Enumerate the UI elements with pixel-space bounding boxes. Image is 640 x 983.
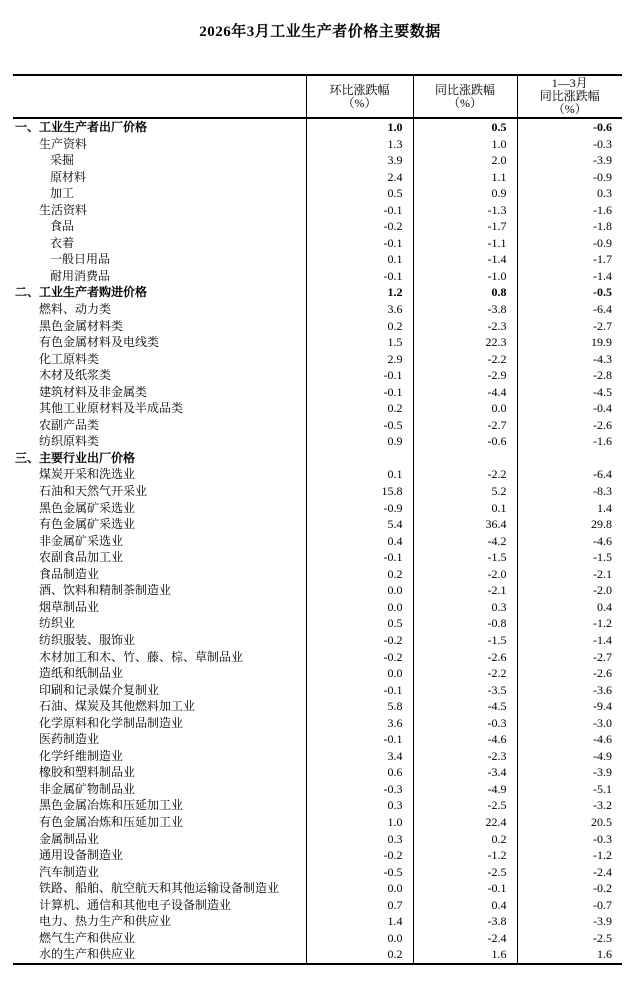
row-value: 0.2 [306, 400, 413, 417]
row-value: -0.5 [306, 864, 413, 881]
row-value: -2.8 [517, 367, 622, 384]
header-ytd-line2: 同比涨跌幅 [539, 89, 600, 103]
row-value: -1.4 [413, 251, 517, 268]
row-label: 铁路、船舶、航空航天和其他运输设备制造业 [39, 881, 280, 896]
row-label: 有色金属材料及电线类 [39, 335, 160, 350]
table-row [13, 500, 622, 517]
row-value: -2.4 [517, 864, 622, 881]
row-value [517, 450, 622, 467]
header-mom-line2: （%） [342, 95, 377, 110]
row-value: -0.3 [517, 136, 622, 153]
row-value: -0.3 [517, 831, 622, 848]
row-label: 加工 [50, 186, 75, 201]
table-row [13, 715, 622, 732]
table-row [13, 913, 622, 930]
row-label: 计算机、通信和其他电子设备制造业 [39, 897, 232, 912]
row-label: 酒、饮料和精制茶制造业 [39, 583, 172, 598]
row-label: 其他工业原材料及半成品类 [39, 401, 184, 416]
row-value: 5.2 [413, 483, 517, 500]
table-row [13, 831, 622, 848]
row-value: 0.3 [413, 599, 517, 616]
row-label: 建筑材料及非金属类 [39, 384, 148, 399]
row-label: 二、工业生产者购进价格 [15, 285, 148, 300]
row-value: 1.4 [306, 913, 413, 930]
table-row [13, 136, 622, 153]
table-row [13, 764, 622, 781]
row-value: -2.3 [413, 318, 517, 335]
row-value: -2.5 [413, 797, 517, 814]
row-value: -2.7 [517, 318, 622, 335]
table-header [13, 75, 622, 118]
table-row [13, 665, 622, 682]
row-value: -4.3 [517, 351, 622, 368]
table-row [13, 549, 622, 566]
row-label: 采掘 [50, 153, 75, 168]
table-row [13, 880, 622, 897]
row-label: 农副食品加工业 [39, 550, 124, 565]
row-value: 0.2 [306, 946, 413, 964]
header-ytd-line1: 1—3月 [551, 76, 588, 90]
row-value: 20.5 [517, 814, 622, 831]
row-value: -1.6 [517, 433, 622, 450]
table-row [13, 566, 622, 583]
header-ytd-line3: （%） [552, 102, 587, 116]
table-row [13, 466, 622, 483]
table-body [13, 118, 622, 964]
row-value: -2.2 [413, 351, 517, 368]
row-label: 煤炭开采和洗选业 [39, 467, 136, 482]
row-value: -4.6 [517, 533, 622, 550]
table-row [13, 433, 622, 450]
row-label: 三、主要行业出厂价格 [15, 450, 136, 465]
row-label: 耐用消费品 [50, 268, 111, 283]
table-row [13, 202, 622, 219]
row-value: 22.4 [413, 814, 517, 831]
row-value: -1.0 [413, 268, 517, 285]
row-value: -4.5 [517, 384, 622, 401]
table-row [13, 516, 622, 533]
row-value: 0.9 [413, 185, 517, 202]
row-value: -2.2 [413, 665, 517, 682]
row-value: 1.6 [517, 946, 622, 964]
row-label: 石油、煤炭及其他燃料加工业 [39, 699, 196, 714]
row-value: -1.5 [413, 632, 517, 649]
row-label: 一般日用品 [50, 252, 111, 267]
header-mom-change [306, 75, 413, 118]
table-row [13, 582, 622, 599]
row-label: 非金属矿物制品业 [39, 781, 136, 796]
table-row [13, 483, 622, 500]
header-yoy-line2: （%） [448, 95, 482, 110]
row-value: -2.6 [413, 649, 517, 666]
row-label: 生活资料 [39, 202, 88, 217]
row-value: -2.5 [517, 930, 622, 947]
table-row [13, 781, 622, 798]
row-value: -3.5 [413, 682, 517, 699]
table-row [13, 797, 622, 814]
ppi-data-table [13, 74, 622, 965]
row-value: -0.9 [517, 235, 622, 252]
row-value: -0.3 [306, 781, 413, 798]
row-value: -0.1 [306, 384, 413, 401]
row-value: 0.2 [306, 318, 413, 335]
row-label: 有色金属冶炼和压延加工业 [39, 814, 184, 829]
table-row [13, 400, 622, 417]
table-row [13, 930, 622, 947]
row-label: 衣着 [50, 235, 75, 250]
row-value: 0.0 [306, 582, 413, 599]
row-value: 2.0 [413, 152, 517, 169]
row-value: 1.4 [517, 500, 622, 517]
row-value: 1.0 [413, 136, 517, 153]
row-value: -3.9 [517, 913, 622, 930]
table-row [13, 417, 622, 434]
row-value: 0.0 [306, 880, 413, 897]
row-label: 纺织服装、服饰业 [39, 632, 136, 647]
table-row [13, 118, 622, 136]
table-row [13, 450, 622, 467]
row-label: 印刷和记录媒介复制业 [39, 682, 160, 697]
table-row [13, 946, 622, 964]
row-value: 1.2 [306, 284, 413, 301]
row-label: 纺织原料类 [39, 434, 100, 449]
row-value: -2.3 [413, 748, 517, 765]
row-value: -1.7 [413, 218, 517, 235]
row-value: 0.1 [306, 251, 413, 268]
row-value: -2.1 [413, 582, 517, 599]
row-label: 生产资料 [39, 136, 88, 151]
header-mom-line1: 环比涨跌幅 [329, 82, 390, 97]
table-row [13, 185, 622, 202]
row-value: -0.1 [306, 235, 413, 252]
table-row [13, 649, 622, 666]
row-value: 5.4 [306, 516, 413, 533]
row-label: 化学原料和化学制品制造业 [39, 715, 184, 730]
row-label: 黑色金属材料类 [39, 318, 124, 333]
row-value: 0.3 [306, 831, 413, 848]
row-value: -0.3 [413, 715, 517, 732]
row-value: 0.3 [306, 797, 413, 814]
row-value: -0.1 [306, 202, 413, 219]
page-title: 2026年3月工业生产者价格主要数据 [199, 24, 441, 40]
row-value: -2.0 [517, 582, 622, 599]
table-row [13, 251, 622, 268]
row-value: -1.4 [517, 268, 622, 285]
row-label: 木材加工和木、竹、藤、棕、草制品业 [39, 649, 244, 664]
row-value: -0.1 [306, 549, 413, 566]
row-label: 通用设备制造业 [39, 848, 124, 863]
row-value [306, 450, 413, 467]
row-value: -0.2 [306, 218, 413, 235]
table-row [13, 268, 622, 285]
row-value: 0.9 [306, 433, 413, 450]
row-value: -1.2 [517, 615, 622, 632]
row-value: -1.8 [517, 218, 622, 235]
header-indicator-blank [13, 75, 306, 118]
row-value: -2.7 [517, 649, 622, 666]
row-label: 食品制造业 [39, 566, 100, 581]
row-value: -0.2 [306, 649, 413, 666]
row-value: 3.9 [306, 152, 413, 169]
row-value: -2.7 [413, 417, 517, 434]
row-value: -0.5 [517, 284, 622, 301]
table-row [13, 814, 622, 831]
row-label: 黑色金属冶炼和压延加工业 [39, 798, 184, 813]
row-value: 0.2 [306, 566, 413, 583]
row-value: -0.1 [306, 731, 413, 748]
row-value: -4.5 [413, 698, 517, 715]
row-value: 0.1 [306, 466, 413, 483]
table-row [13, 533, 622, 550]
row-value: 0.5 [306, 185, 413, 202]
table-row [13, 682, 622, 699]
row-value: -0.1 [413, 880, 517, 897]
row-value: -0.4 [517, 400, 622, 417]
row-value: 0.0 [413, 400, 517, 417]
header-yoy-line1: 同比涨跌幅 [434, 82, 495, 97]
row-value: -1.2 [517, 847, 622, 864]
table-row [13, 384, 622, 401]
row-value: 0.4 [517, 599, 622, 616]
row-label: 燃气生产和供应业 [39, 930, 136, 945]
row-value [413, 450, 517, 467]
row-value: 0.4 [413, 897, 517, 914]
row-value: 0.0 [306, 599, 413, 616]
row-label: 造纸和纸制品业 [39, 666, 124, 681]
row-label: 农副产品类 [39, 417, 100, 432]
table-row [13, 698, 622, 715]
row-value: -1.1 [413, 235, 517, 252]
row-value: 1.0 [306, 118, 413, 136]
table-row [13, 318, 622, 335]
row-value: -5.1 [517, 781, 622, 798]
table-row [13, 615, 622, 632]
row-value: -3.2 [517, 797, 622, 814]
row-value: 3.4 [306, 748, 413, 765]
row-label: 烟草制品业 [39, 599, 100, 614]
row-value: -3.0 [517, 715, 622, 732]
row-value: 1.1 [413, 169, 517, 186]
row-label: 纺织业 [39, 616, 76, 631]
table-row [13, 864, 622, 881]
row-value: 0.7 [306, 897, 413, 914]
table-row [13, 152, 622, 169]
row-value: -2.6 [517, 417, 622, 434]
row-value: -1.4 [517, 632, 622, 649]
table-row [13, 301, 622, 318]
row-value: -0.9 [306, 500, 413, 517]
table-row [13, 367, 622, 384]
table-row [13, 748, 622, 765]
row-value: -1.3 [413, 202, 517, 219]
row-label: 木材及纸浆类 [39, 368, 112, 383]
header-yoy-change [413, 75, 517, 118]
row-value: -2.2 [413, 466, 517, 483]
row-value: 3.6 [306, 301, 413, 318]
table-row [13, 897, 622, 914]
row-value: -4.4 [413, 384, 517, 401]
row-value: -0.6 [413, 433, 517, 450]
row-value: 0.8 [413, 284, 517, 301]
row-label: 化工原料类 [39, 351, 100, 366]
row-value: -1.6 [517, 202, 622, 219]
table-row [13, 731, 622, 748]
row-label: 电力、热力生产和供应业 [39, 914, 172, 929]
row-value: -2.9 [413, 367, 517, 384]
table-row [13, 235, 622, 252]
row-value: -6.4 [517, 301, 622, 318]
row-value: -1.5 [517, 549, 622, 566]
row-value: -3.8 [413, 301, 517, 318]
row-value: -4.9 [517, 748, 622, 765]
row-value: -4.2 [413, 533, 517, 550]
row-value: 0.2 [413, 831, 517, 848]
row-value: 0.0 [306, 665, 413, 682]
row-value: -3.9 [517, 764, 622, 781]
row-label: 汽车制造业 [39, 864, 100, 879]
row-value: -0.1 [306, 268, 413, 285]
row-value: 0.1 [413, 500, 517, 517]
row-value: 22.3 [413, 334, 517, 351]
table-row [13, 632, 622, 649]
row-value: -2.6 [517, 665, 622, 682]
row-value: -0.9 [517, 169, 622, 186]
row-value: 3.6 [306, 715, 413, 732]
row-value: -3.9 [517, 152, 622, 169]
row-value: -1.5 [413, 549, 517, 566]
row-value: 0.4 [306, 533, 413, 550]
row-value: 1.6 [413, 946, 517, 964]
table-row [13, 599, 622, 616]
row-value: -6.4 [517, 466, 622, 483]
row-label: 金属制品业 [39, 831, 100, 846]
row-value: -0.2 [306, 632, 413, 649]
row-value: 1.0 [306, 814, 413, 831]
row-value: -0.2 [517, 880, 622, 897]
row-value: -0.1 [306, 682, 413, 699]
row-label: 石油和天然气开采业 [39, 484, 148, 499]
row-value: 2.9 [306, 351, 413, 368]
row-value: 1.5 [306, 334, 413, 351]
row-value: -4.9 [413, 781, 517, 798]
header-ytd-yoy-change [517, 75, 622, 118]
table-row [13, 334, 622, 351]
row-label: 原材料 [50, 169, 87, 184]
row-value: -1.7 [517, 251, 622, 268]
row-label: 燃料、动力类 [39, 302, 112, 317]
row-value: 0.6 [306, 764, 413, 781]
row-label: 黑色金属矿采选业 [39, 500, 136, 515]
table-row [13, 847, 622, 864]
row-value: 0.5 [306, 615, 413, 632]
row-value: 5.8 [306, 698, 413, 715]
row-value: -2.4 [413, 930, 517, 947]
table-row [13, 284, 622, 301]
row-value: -3.4 [413, 764, 517, 781]
row-value: 0.3 [517, 185, 622, 202]
row-value: -2.5 [413, 864, 517, 881]
row-value: 0.0 [306, 930, 413, 947]
row-value: -9.4 [517, 698, 622, 715]
row-label: 化学纤维制造业 [39, 748, 124, 763]
row-label: 食品 [50, 219, 75, 234]
row-value: -4.6 [517, 731, 622, 748]
row-value: -4.6 [413, 731, 517, 748]
row-value: 2.4 [306, 169, 413, 186]
row-label: 医药制造业 [39, 732, 100, 747]
row-value: -3.8 [413, 913, 517, 930]
row-value: -0.1 [306, 367, 413, 384]
row-label: 橡胶和塑料制品业 [39, 765, 136, 780]
row-value: 15.8 [306, 483, 413, 500]
row-value: -2.1 [517, 566, 622, 583]
row-label: 水的生产和供应业 [39, 947, 136, 962]
row-value: -0.5 [306, 417, 413, 434]
row-label: 非金属矿采选业 [39, 533, 124, 548]
row-value: 1.3 [306, 136, 413, 153]
row-value: -0.6 [517, 118, 622, 136]
row-value: -0.2 [306, 847, 413, 864]
row-value: -0.7 [517, 897, 622, 914]
row-value: -3.6 [517, 682, 622, 699]
row-value: 36.4 [413, 516, 517, 533]
row-value: -1.2 [413, 847, 517, 864]
row-value: 29.8 [517, 516, 622, 533]
row-value: -0.8 [413, 615, 517, 632]
row-label: 有色金属矿采选业 [39, 517, 136, 532]
row-label: 一、工业生产者出厂价格 [15, 120, 148, 134]
row-value: 0.5 [413, 118, 517, 136]
table-row [13, 351, 622, 368]
table-row [13, 218, 622, 235]
row-value: -8.3 [517, 483, 622, 500]
row-value: -2.0 [413, 566, 517, 583]
table-row [13, 169, 622, 186]
row-value: 19.9 [517, 334, 622, 351]
